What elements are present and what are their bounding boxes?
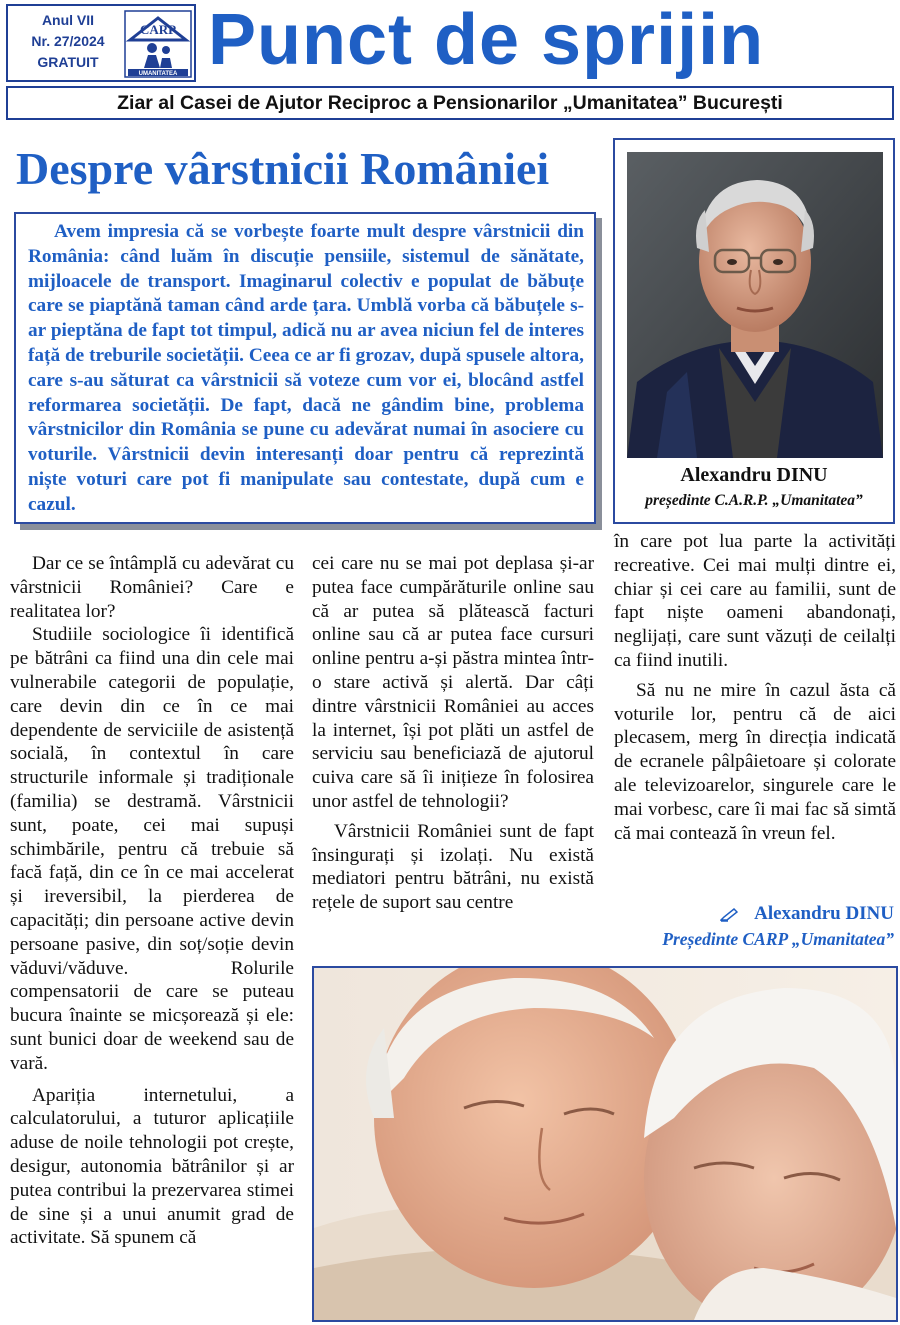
portrait-photo: [627, 152, 883, 458]
paragraph: Studiile sociologice îi identifică pe bătrâni ca fiind una din cele mai vulnerabile categorii de populație, care devin din ce în ce mai dependente de serviciile de asistență socială, în contextul în care structurile informale și tradiționale (familia) se destramă. Vârstnicii sunt, poate, cei mai supuși schimbările, pentru că trebuie să facă față, din ce în ce mai accelerat și ireversibil, la pierderea de capacități; din persoane active devin persoane pasive, din soț/soție devin văduvi/văduve. Rolurile compensatorii de care se puteau bucura înainte se micșorează și ele: sunt bunici doar de weekend sau de vară.: [10, 624, 294, 1074]
paragraph: Să nu ne mire în cazul ăsta că voturile lor, pentru că de aici plecasem, merg în direcția indicată de ecranele pâlpâietoare și colorate ale televizoarelor, singurele care le mai vorbesc, care îi mai fac să simtă că mai contează în vreun fel.: [614, 679, 896, 844]
signature-name: Alexandru DINU: [754, 903, 894, 924]
article-column-1: [10, 552, 294, 1250]
issue-info: [12, 10, 124, 73]
lead-box: [14, 212, 596, 524]
subtitle-bar: [6, 86, 894, 120]
signature: [614, 902, 894, 926]
issue-year: Anul VII: [41, 12, 95, 28]
newspaper-subtitle: Ziar al Casei de Ajutor Reciproc a Pensionarilor „Umanitatea” București: [117, 92, 783, 114]
lead-text: Avem impresia că se vorbește foarte mult despre vârstnicii din România: când luăm în discuție pensiile, sistemul de sănătate, mijloacele de transport. Imaginarul colectiv e populat de băbuțe care se piaptănă taman când arde țara. Umblă vorba că băbuțele s-ar pieptăna de fapt tot timpul, adică nu ar avea niciun fel de interes față de treburile societății. Ceea ce ar fi grozav, după spusele altora, care s-au săturat ca vârstnicii să voteze cum vor ei, blocând astfel reformarea societății. De fapt, dacă ne gândim bine, problema vârstnicilor din România se pune cu adevărat numai în asociere cu voturile. Vârstnicii devin interesanți doar pentru că reprezintă niște voturi care pot fi manipulate sau contestate, după cum e cazul.: [28, 221, 584, 515]
article-headline: Despre vârstnicii României: [16, 143, 550, 194]
carp-logo: [124, 10, 192, 78]
lead-paragraph: [28, 220, 584, 518]
signature-role: Președinte CARP „Umanitatea”: [662, 929, 894, 949]
article-column-3: [614, 530, 896, 845]
paragraph: cei care nu se mai pot deplasa și-ar putea face cumpărăturile online sau că ar putea să plătească facturi online sau că ar putea face cursuri online pentru a-și păstra mintea într-o stare activă și alertă. Dar câți dintre vârstnicii României au acces la internet, își pot plăti un astfel de serviciu sau beneficiază de ajutorul cuiva care să îi inițieze în folosirea unor astfel de tehnologii?: [312, 553, 594, 812]
paragraph: Vârstnicii României sunt de fapt însingurați și izolați. Nu există mediatori pentru bătrâni, nu există rețele de suport sau centre: [312, 820, 594, 914]
logo-bottom-text: UMANITATEA: [138, 71, 178, 77]
paragraph: Apariția internetului, a calculatorului, a tuturor aplicațiile aduse de noile tehnologii pot crește, desigur, autonomia bătrânilor și ar putea contribui la prezervarea stimei de sine și a unui anumit grad de activitate. Să spunem că: [10, 1084, 294, 1249]
portrait-frame: [613, 138, 895, 524]
paragraph: Dar ce se întâmplă cu adevărat cu vârstnicii României? Care e realitatea lor?: [10, 553, 294, 622]
couple-photo-frame: [312, 966, 898, 1322]
elderly-couple-photo: [314, 968, 896, 1320]
issue-box: [6, 4, 196, 82]
newspaper-title: Punct de sprijin: [208, 0, 765, 80]
pen-icon: [720, 908, 738, 922]
paragraph: în care pot lua parte la activități recreative. Cei mai mulți dintre ei, chiar și cei care au familii, sunt de fapt niște oameni abandonați, neglijați, care sunt văzuți de ceilalți ca fiind inutili.: [614, 531, 896, 671]
portrait-name: Alexandru DINU: [680, 464, 828, 486]
logo-top-text: CARP: [139, 22, 177, 37]
article-column-2: [312, 552, 594, 915]
portrait-role: președinte C.A.R.P. „Umanitatea”: [645, 492, 863, 509]
issue-price: GRATUIT: [37, 54, 99, 70]
issue-number: Nr. 27/2024: [31, 33, 105, 49]
